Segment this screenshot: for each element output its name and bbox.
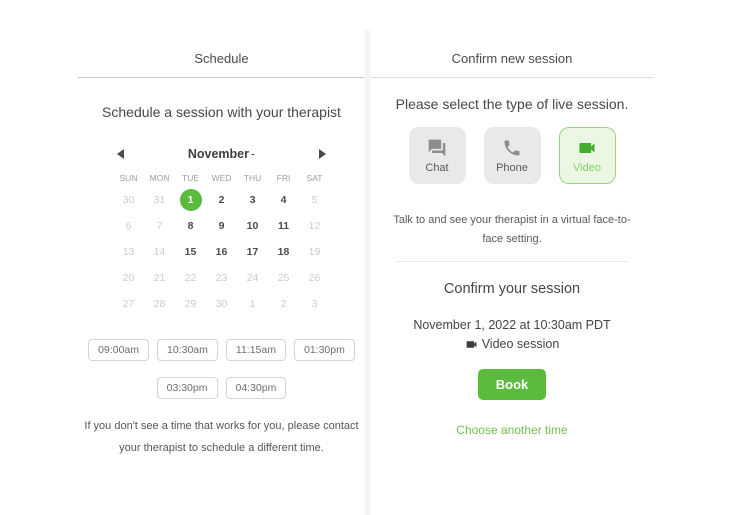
- time-slot-button[interactable]: 03:30pm: [157, 377, 218, 399]
- calendar-day: 1: [249, 298, 256, 310]
- calendar-day: 3: [311, 298, 318, 310]
- calendar-day: 19: [308, 246, 321, 258]
- calendar-day: 22: [184, 272, 197, 284]
- calendar-day: 6: [125, 220, 132, 232]
- calendar-day: 23: [215, 272, 228, 284]
- session-type-chat-label: Chat: [425, 161, 449, 174]
- confirm-title: Confirm new session: [451, 51, 573, 66]
- schedule-panel: [78, 40, 365, 459]
- calendar-day[interactable]: 15: [184, 246, 197, 258]
- section-divider: [397, 261, 627, 262]
- weekday-label: THU: [243, 173, 262, 183]
- session-type-chat[interactable]: [409, 127, 466, 184]
- calendar-day[interactable]: 8: [187, 220, 194, 232]
- calendar-day: 29: [184, 298, 197, 310]
- chevron-right-icon: [319, 149, 326, 159]
- time-slot-row-2: [78, 377, 365, 399]
- schedule-title: Schedule: [194, 51, 249, 66]
- calendar-day: 7: [156, 220, 163, 232]
- time-slot-button[interactable]: 01:30pm: [294, 339, 355, 361]
- calendar-day: 25: [277, 272, 290, 284]
- contact-note-line1: If you don't see a time that works for you, please contact: [84, 420, 359, 432]
- video-session-icon: [465, 338, 478, 351]
- time-slot-button[interactable]: 04:30pm: [226, 377, 287, 399]
- calendar-day: 20: [122, 272, 135, 284]
- prev-month-button[interactable]: [114, 146, 127, 162]
- calendar-day[interactable]: 4: [280, 194, 287, 206]
- confirm-session-heading: Confirm your session: [443, 281, 581, 297]
- calendar-day: 30: [215, 298, 228, 310]
- calendar-nav: [78, 146, 365, 162]
- contact-note-line2: your therapist to schedule a different time.: [119, 442, 324, 454]
- weekday-label: SAT: [306, 173, 323, 183]
- time-slots: [78, 339, 365, 399]
- calendar-day: 14: [153, 246, 166, 258]
- schedule-panel-header: [78, 40, 365, 78]
- calendar-day[interactable]: 11: [277, 220, 290, 232]
- calendar-grid: [113, 169, 330, 317]
- calendar-day: 30: [122, 194, 135, 206]
- session-type-prompt: Please select the type of live session.: [395, 96, 629, 112]
- month-dropdown-dash: -: [250, 147, 256, 161]
- weekday-label: WED: [211, 173, 232, 183]
- time-slot-button[interactable]: 09:00am: [88, 339, 149, 361]
- session-type-description: [380, 211, 644, 249]
- calendar-day[interactable]: 18: [277, 246, 290, 258]
- session-type-description-line1: Talk to and see your therapist in a virtual face-to-: [393, 214, 631, 226]
- choose-another-time-link[interactable]: Choose another time: [456, 423, 568, 437]
- calendar-day: 21: [153, 272, 166, 284]
- calendar-day-selected[interactable]: 1: [180, 189, 202, 211]
- schedule-heading: Schedule a session with your therapist: [102, 104, 341, 120]
- calendar-day: 31: [153, 194, 166, 206]
- next-month-button[interactable]: [316, 146, 329, 162]
- phone-icon: [502, 138, 522, 158]
- session-type-phone[interactable]: [484, 127, 541, 184]
- contact-note: [84, 415, 359, 459]
- time-slot-row-1: [78, 339, 365, 361]
- chevron-left-icon: [117, 149, 124, 159]
- session-datetime: November 1, 2022 at 10:30am PDT: [413, 318, 611, 332]
- calendar-day: 26: [308, 272, 321, 284]
- calendar-day[interactable]: 9: [218, 220, 225, 232]
- confirm-panel-header: [370, 40, 654, 78]
- calendar-day[interactable]: 3: [249, 194, 256, 206]
- time-slot-button[interactable]: 11:15am: [226, 339, 286, 361]
- time-slot-button[interactable]: 10:30am: [157, 339, 218, 361]
- session-type-selector: [370, 127, 654, 184]
- session-kind: [370, 336, 654, 352]
- weekday-label: MON: [149, 173, 170, 183]
- book-button[interactable]: Book: [478, 369, 547, 400]
- session-type-video-label: Video: [573, 161, 601, 174]
- chat-icon: [427, 138, 447, 158]
- session-kind-label: Video session: [481, 337, 560, 351]
- weekday-label: FRI: [276, 173, 291, 183]
- calendar-day: 24: [246, 272, 259, 284]
- confirm-panel: [370, 40, 654, 439]
- calendar: [78, 146, 365, 317]
- calendar-day: 28: [153, 298, 166, 310]
- weekday-label: SUN: [119, 173, 138, 183]
- calendar-day: 2: [280, 298, 287, 310]
- calendar-day: 13: [122, 246, 135, 258]
- weekday-label: TUE: [182, 173, 199, 183]
- calendar-day: 27: [122, 298, 135, 310]
- calendar-day[interactable]: 2: [218, 194, 225, 206]
- session-type-description-line2: face setting.: [482, 233, 542, 245]
- video-icon: [577, 138, 597, 158]
- session-type-phone-label: Phone: [496, 161, 528, 174]
- calendar-day[interactable]: 10: [246, 220, 259, 232]
- calendar-day: 12: [308, 220, 321, 232]
- month-label[interactable]: [188, 147, 255, 161]
- month-name: November: [187, 147, 249, 161]
- calendar-day: 5: [311, 194, 318, 206]
- calendar-day[interactable]: 16: [215, 246, 228, 258]
- calendar-day[interactable]: 17: [246, 246, 259, 258]
- session-type-video[interactable]: [559, 127, 616, 184]
